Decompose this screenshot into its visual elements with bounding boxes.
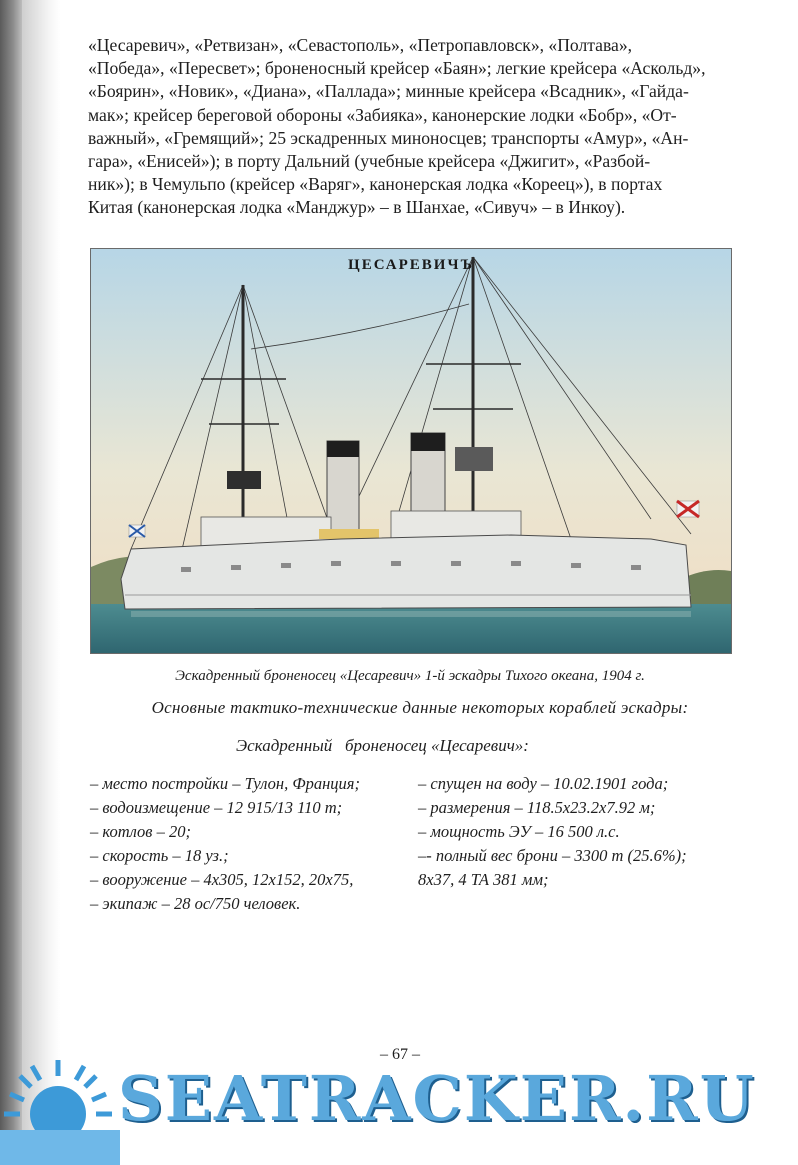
- intro-line: Китая (канонерская лодка «Манджур» – в Шанхае, «Сивуч» – в Инкоу).: [88, 197, 626, 218]
- fore-funnel-cap: [327, 441, 359, 457]
- hull: [121, 535, 691, 609]
- page-number: – 67 –: [380, 1046, 420, 1063]
- hull-reflection: [131, 611, 691, 617]
- spec-item: – скорость – 18 уз.;: [90, 846, 229, 865]
- spec-item: 8x37, 4 ТА 381 мм;: [418, 870, 549, 889]
- section-heading: Основные тактико-технические данные некоторых кораблей эскадры:: [151, 698, 689, 717]
- intro-line: важный», «Гремящий»; 25 эскадренных миноносцев; транспорты «Амур», «Ан-: [88, 127, 689, 148]
- sun-logo-icon: [0, 1060, 120, 1165]
- intro-line: ник»); в Чемульпо (крейсер «Варяг», канонерская лодка «Кореец»), в портах: [88, 174, 663, 195]
- book-gutter-fade: [22, 0, 60, 1165]
- photo-caption: Эскадренный броненосец «Цесаревич» 1-й эскадры Тихого океана, 1904 г.: [175, 668, 645, 684]
- ship-name-heading: Эскадренный броненосец «Цесаревич»:: [236, 736, 529, 755]
- spec-item: – водоизмещение – 12 915/13 110 т;: [90, 798, 343, 817]
- specs-left-column: [90, 772, 420, 916]
- spec-item: – вооружение – 4x305, 12x152, 20x75,: [90, 870, 354, 889]
- lifeboat: [319, 529, 379, 539]
- spec-item: – котлов – 20;: [90, 822, 191, 841]
- spec-item: –- полный вес брони – 3300 т (25.6%);: [418, 846, 687, 865]
- main-top: [455, 447, 493, 471]
- specs-right-column: [418, 772, 758, 892]
- aft-funnel-cap: [411, 433, 445, 451]
- fore-top: [227, 471, 261, 489]
- spec-item: – мощность ЭУ – 16 500 л.с.: [418, 822, 620, 841]
- intro-line: мак»; крейсер береговой обороны «Забияка», канонерские лодки «Бобр», «От-: [88, 104, 677, 125]
- intro-line: «Победа», «Пересвет»; броненосный крейсер «Баян»; легкие крейсера «Аскольд»,: [88, 58, 706, 79]
- watermark-text: SEATRACKER.RU: [118, 1062, 756, 1135]
- intro-line: гара», «Енисей»); в порту Дальний (учебные крейсера «Джигит», «Разбой-: [88, 151, 651, 172]
- spec-item: – размерения – 118.5x23.2x7.92 м;: [418, 798, 656, 817]
- spec-item: – спущен на воду – 10.02.1901 года;: [418, 774, 669, 793]
- intro-paragraph: [88, 34, 750, 220]
- battleship-illustration: [91, 249, 731, 653]
- battleship-photo: [90, 248, 732, 654]
- spec-item: – место постройки – Тулон, Франция;: [90, 774, 360, 793]
- intro-line: «Цесаревич», «Ретвизан», «Севастополь», «Петропавловск», «Полтава»,: [88, 35, 633, 55]
- photo-title: ЦЕСАРЕВИЧЪ: [348, 257, 474, 273]
- intro-line: «Боярин», «Новик», «Диана», «Паллада»; минные крейсера «Всадник», «Гайда-: [88, 81, 689, 102]
- book-gutter-shadow: [0, 0, 22, 1165]
- spec-item: – экипаж – 28 ос/750 человек.: [90, 894, 301, 913]
